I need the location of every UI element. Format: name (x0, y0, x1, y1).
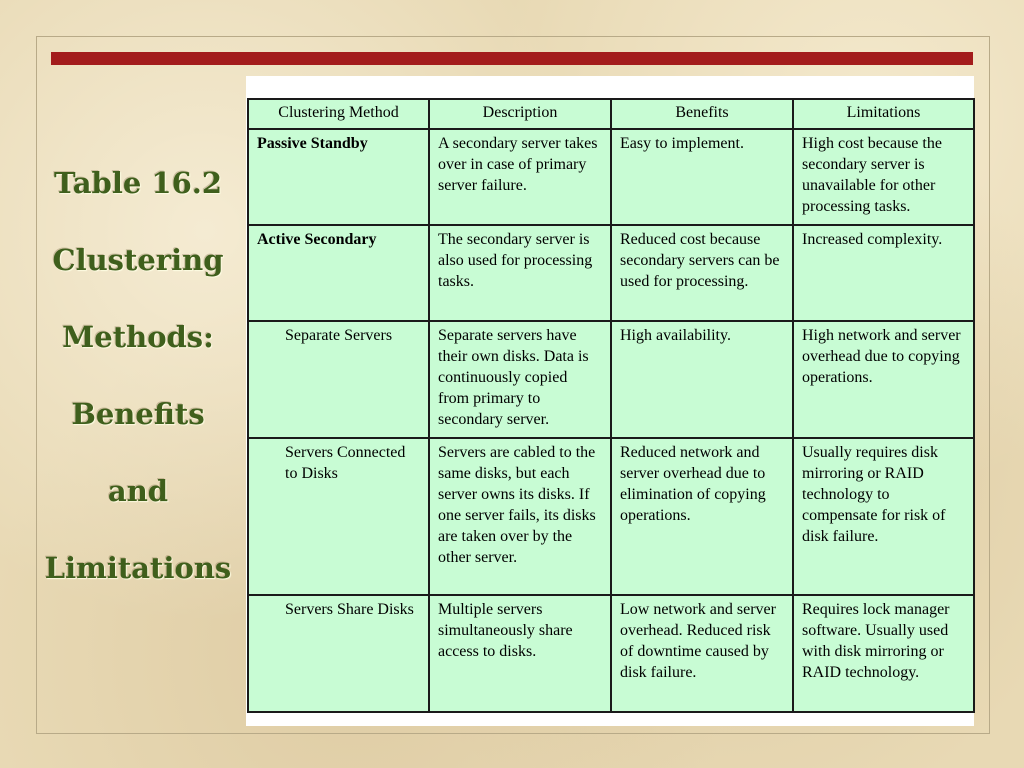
accent-bar (51, 52, 973, 65)
table-row (248, 321, 974, 438)
description-cell: Separate servers have their own disks. Data is continuously copied from primary to secondary server. (429, 321, 611, 438)
title-line: Table 16.2 (53, 166, 223, 200)
table-row (248, 595, 974, 712)
table-row (248, 225, 974, 321)
limitations-cell: High network and server overhead due to copying operations. (793, 321, 974, 438)
header-cell-benefits: Benefits (611, 99, 793, 129)
method-cell: Active Secondary (248, 225, 429, 321)
table-row (248, 129, 974, 225)
benefits-cell: Low network and server overhead. Reduced risk of downtime caused by disk failure. (611, 595, 793, 712)
header-cell-description: Description (429, 99, 611, 129)
header-row (248, 99, 974, 129)
clustering-table (247, 98, 975, 713)
header-cell-limitations: Limitations (793, 99, 974, 129)
limitations-cell: Increased complexity. (793, 225, 974, 321)
limitations-cell: Requires lock manager software. Usually used with disk mirroring or RAID technology. (793, 595, 974, 712)
title-line: Clustering (52, 243, 224, 277)
benefits-cell: Easy to implement. (611, 129, 793, 225)
description-cell: A secondary server takes over in case of primary server failure. (429, 129, 611, 225)
title-line: Limitations (44, 551, 232, 585)
table-row (248, 438, 974, 595)
benefits-cell: High availability. (611, 321, 793, 438)
limitations-cell: High cost because the secondary server is unavailable for other processing tasks. (793, 129, 974, 225)
description-cell: Multiple servers simultaneously share access to disks. (429, 595, 611, 712)
limitations-cell: Usually requires disk mirroring or RAID technology to compensate for risk of disk failure. (793, 438, 974, 595)
benefits-cell: Reduced cost because secondary servers can be used for processing. (611, 225, 793, 321)
title-line: Methods: (62, 320, 214, 354)
benefits-cell: Reduced network and server overhead due to elimination of copying operations. (611, 438, 793, 595)
slide-title (40, 160, 236, 622)
method-cell: Separate Servers (248, 321, 429, 438)
description-cell: The secondary server is also used for processing tasks. (429, 225, 611, 321)
description-cell: Servers are cabled to the same disks, but each server owns its disks. If one server fails, its disks are taken over by the other server. (429, 438, 611, 595)
method-cell: Passive Standby (248, 129, 429, 225)
method-cell: Servers Share Disks (248, 595, 429, 712)
method-cell: Servers Connected to Disks (248, 438, 429, 595)
title-line: Benefits (71, 397, 205, 431)
header-cell-method: Clustering Method (248, 99, 429, 129)
title-line: and (107, 474, 169, 508)
table-panel (246, 76, 974, 726)
